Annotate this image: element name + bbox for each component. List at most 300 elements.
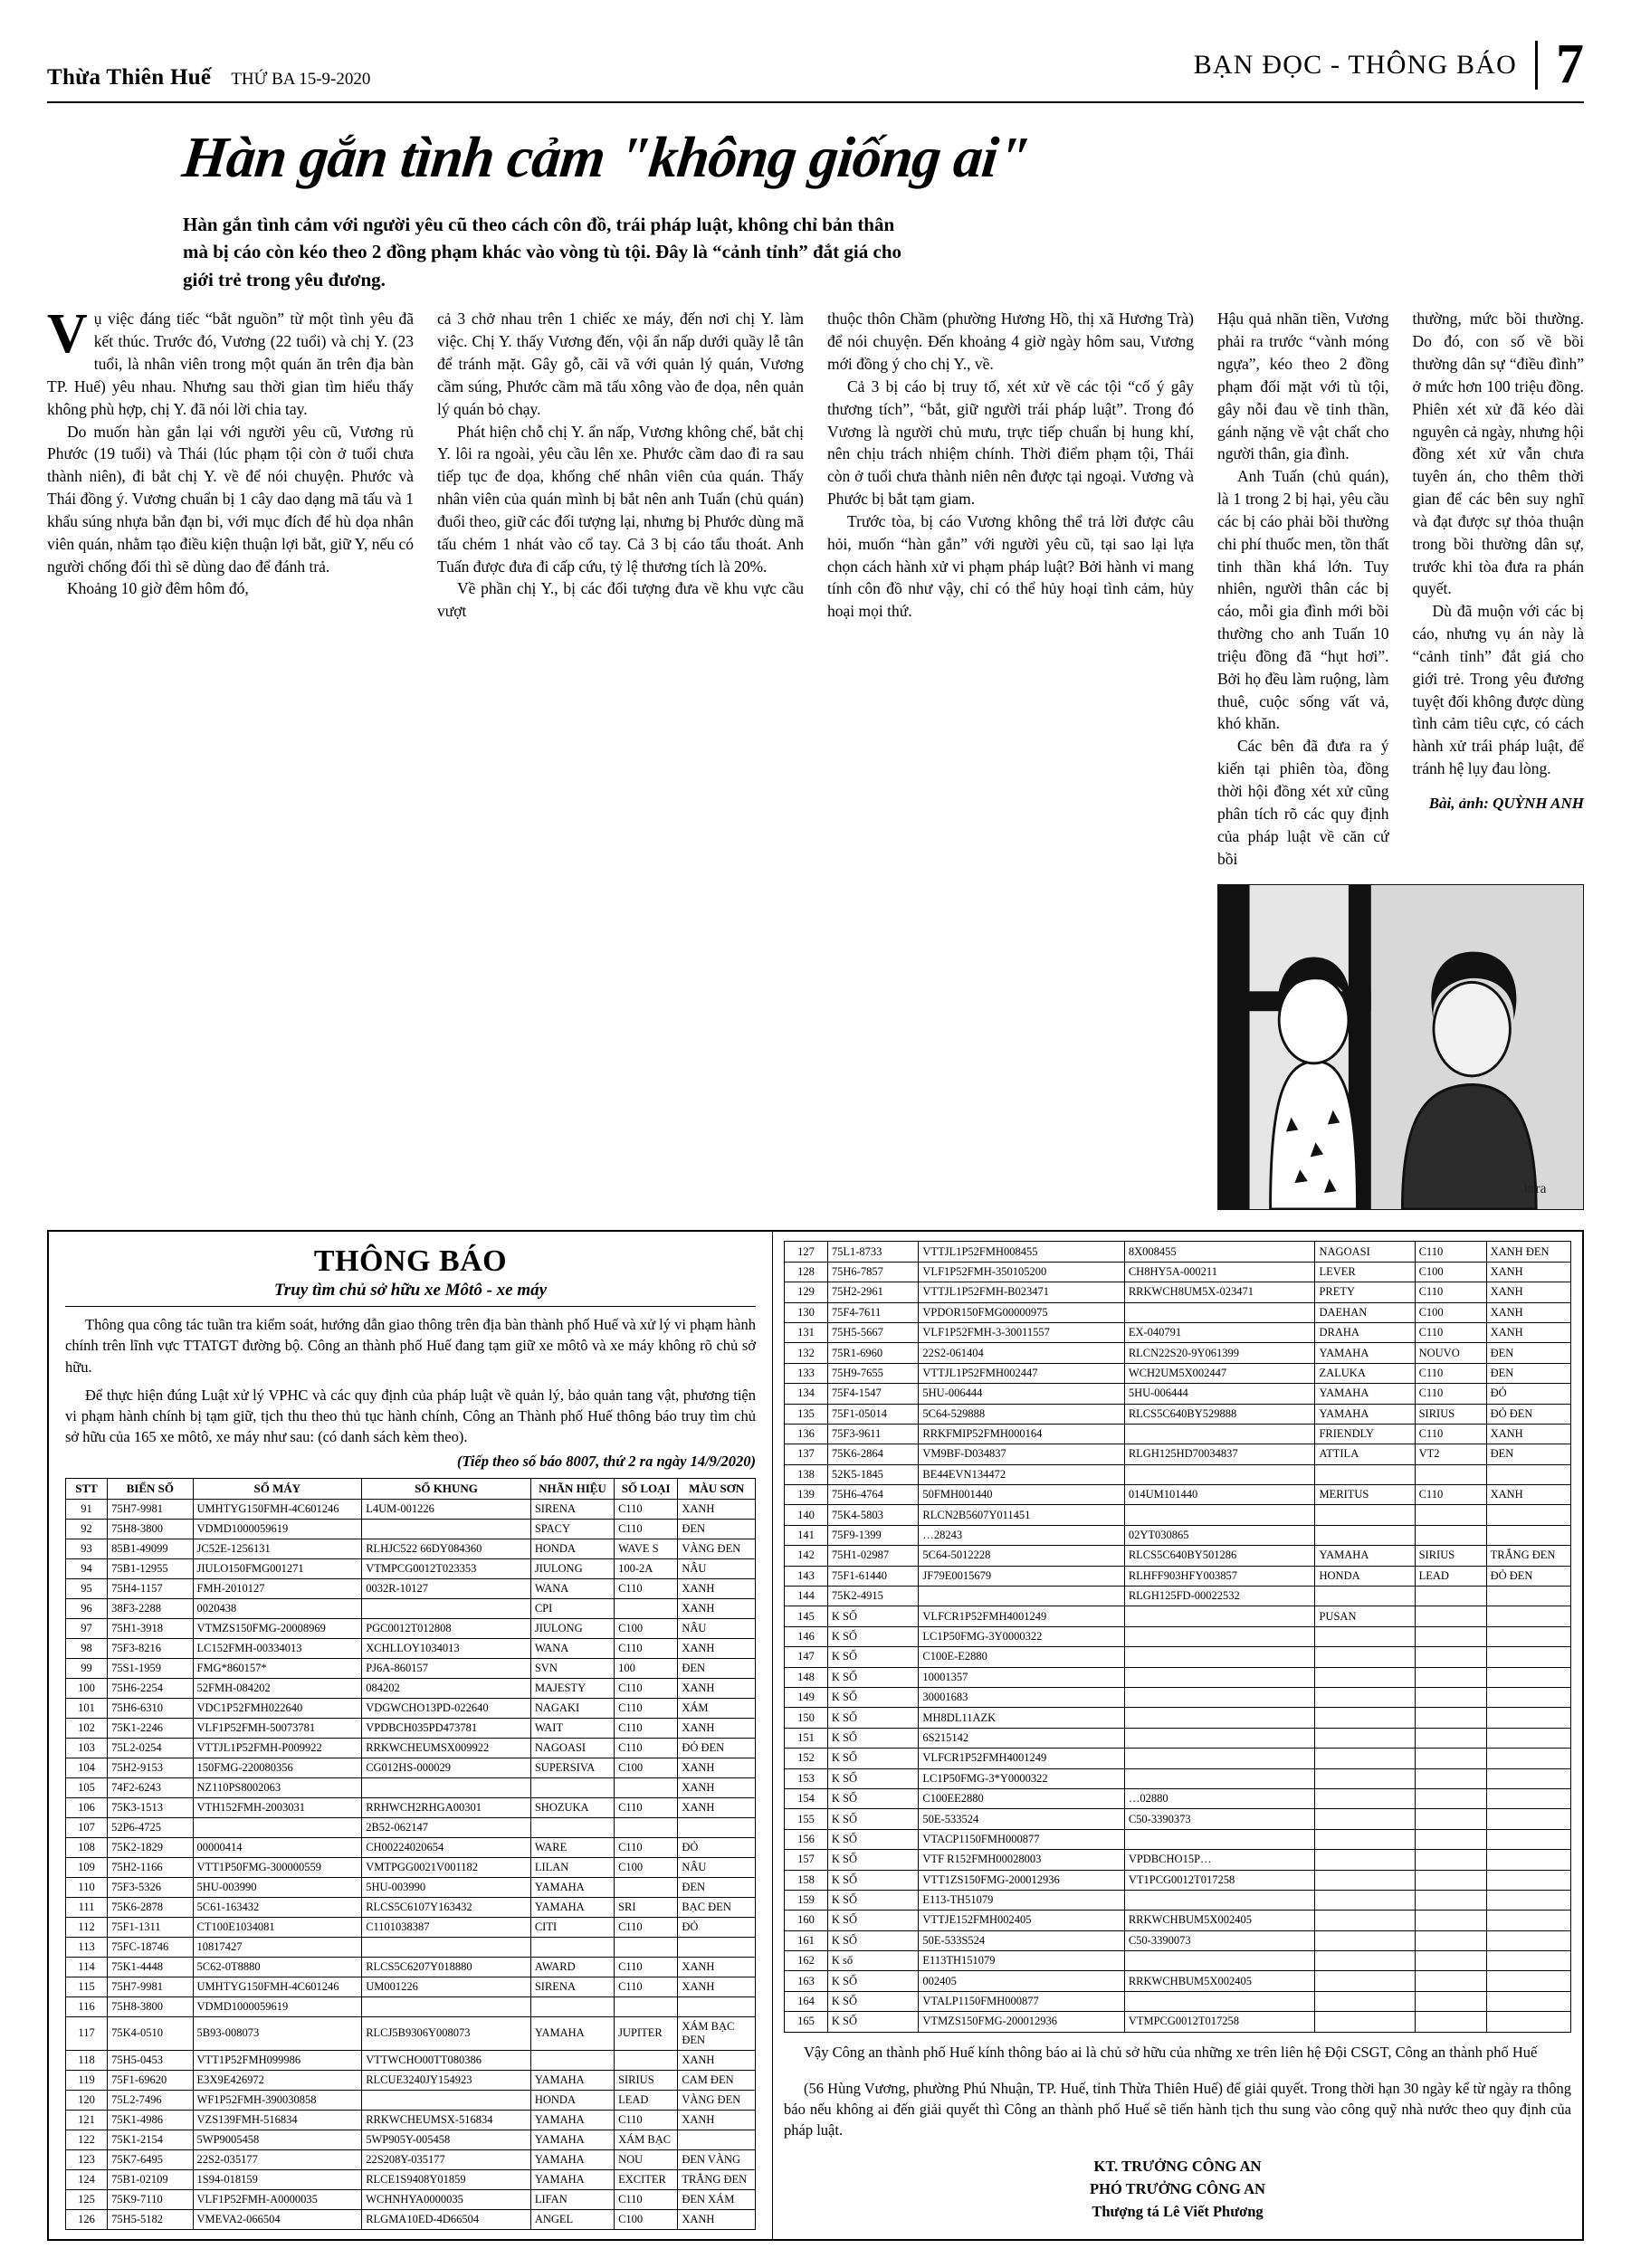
- table-cell: 38F3-2288: [108, 1598, 193, 1618]
- table-cell: 75H7-9981: [108, 1499, 193, 1519]
- table-row: [785, 1384, 1571, 1404]
- table-cell: [1124, 1606, 1315, 1626]
- table-cell: 75H6-6310: [108, 1698, 193, 1718]
- table-cell: ĐEN: [678, 1519, 756, 1539]
- table-cell: 120: [66, 2090, 108, 2110]
- table-cell: XANH ĐEN: [1486, 1242, 1570, 1262]
- table-cell: JIULO150FMG001271: [193, 1558, 362, 1578]
- table-cell: JIULONG: [530, 1558, 614, 1578]
- table-cell: C110: [615, 1837, 678, 1857]
- table-cell: [1415, 1911, 1486, 1930]
- table-row: [66, 2130, 756, 2149]
- table-cell: RLCJ5B9306Y008073: [362, 2016, 531, 2050]
- table-cell: XANH: [678, 1598, 756, 1618]
- table-row: [785, 1546, 1571, 1566]
- table-cell: K SỐ: [827, 2012, 919, 2032]
- table-cell: 75H8-3800: [108, 1519, 193, 1539]
- table-row: [785, 1951, 1571, 1971]
- table-row: [785, 1647, 1571, 1667]
- table-cell: K SỐ: [827, 1768, 919, 1788]
- table-cell: 114: [66, 1957, 108, 1977]
- table-cell: C110: [615, 1977, 678, 1996]
- table-row: [785, 1464, 1571, 1484]
- table-cell: RLCN2B5607Y011451: [919, 1505, 1124, 1525]
- table-cell: NZ110PS8002063: [193, 1777, 362, 1797]
- table-cell: RLCUE3240JY154923: [362, 2070, 531, 2090]
- notice-signature: [784, 2156, 1571, 2223]
- table-cell: 162: [785, 1951, 828, 1971]
- table-cell: [1415, 1708, 1486, 1728]
- table-cell: [1486, 1829, 1570, 1849]
- table-cell: 75H2-1166: [108, 1857, 193, 1877]
- table-cell: 135: [785, 1404, 828, 1424]
- masthead: [47, 33, 1584, 96]
- table-cell: SIRIUS: [1415, 1546, 1486, 1566]
- signature-line-3: Thượng tá Lê Viết Phương: [1092, 2202, 1264, 2220]
- table-cell: VDC1P52FMH022640: [193, 1698, 362, 1718]
- table-cell: CG012HS-000029: [362, 1758, 531, 1777]
- table-cell: [362, 1777, 531, 1797]
- table-cell: [1124, 1626, 1315, 1646]
- table-cell: 5WP9005458: [193, 2130, 362, 2149]
- table-cell: 148: [785, 1667, 828, 1687]
- table-row: [66, 1598, 756, 1618]
- table-cell: E3X9E426972: [193, 2070, 362, 2090]
- table-cell: VTMZS150FMG-200012936: [919, 2012, 1124, 2032]
- table-cell: 122: [66, 2130, 108, 2149]
- table-cell: 75H1-02987: [827, 1546, 919, 1566]
- table-cell: BE44EVN134472: [919, 1464, 1124, 1484]
- table-cell: VLFCR1P52FMH4001249: [919, 1749, 1124, 1768]
- table-row: [785, 1971, 1571, 1991]
- table-cell: [1486, 1667, 1570, 1687]
- paragraph: [47, 303, 414, 420]
- table-cell: 100: [66, 1678, 108, 1698]
- table-cell: [1486, 1768, 1570, 1788]
- table-cell: VTTJL1P52FMH-B023471: [919, 1282, 1124, 1302]
- table-cell: 151: [785, 1728, 828, 1748]
- table-cell: 117: [66, 2016, 108, 2050]
- table-cell: [615, 1598, 678, 1618]
- table-row: [66, 1499, 756, 1519]
- table-cell: C110: [1415, 1322, 1486, 1342]
- table-row: [785, 1424, 1571, 1444]
- table-cell: [1315, 1708, 1415, 1728]
- table-cell: [1315, 1749, 1415, 1768]
- table-row: [785, 1505, 1571, 1525]
- table-cell: WAVE S: [615, 1539, 678, 1558]
- table-row: [785, 1850, 1571, 1870]
- table-cell: NÂU: [678, 1558, 756, 1578]
- table-row: [66, 1957, 756, 1977]
- table-cell: ĐEN XÁM: [678, 2189, 756, 2209]
- table-cell: 50E-533524: [919, 1809, 1124, 1829]
- table-row: [785, 1788, 1571, 1808]
- table-cell: 75K3-1513: [108, 1797, 193, 1817]
- table-cell: 150FMG-220080356: [193, 1758, 362, 1777]
- table-cell: 142: [785, 1546, 828, 1566]
- table-cell: XANH: [678, 1578, 756, 1598]
- table-cell: ĐỎ: [678, 1917, 756, 1937]
- table-cell: ANGEL: [530, 2209, 614, 2229]
- article-column-4: [1217, 308, 1584, 1210]
- table-cell: EXCITER: [615, 2169, 678, 2189]
- table-cell: VZS139FMH-516834: [193, 2110, 362, 2130]
- table-cell: 75F1-05014: [827, 1404, 919, 1424]
- table-cell: 95: [66, 1578, 108, 1598]
- table-cell: [1124, 1302, 1315, 1322]
- table-cell: [1415, 1464, 1486, 1484]
- table-row: [66, 1857, 756, 1877]
- table-cell: K SỐ: [827, 1626, 919, 1646]
- table-cell: [919, 1587, 1124, 1606]
- table-cell: [1124, 1424, 1315, 1444]
- table-cell: 75L2-7496: [108, 2090, 193, 2110]
- article-column-4b: [1413, 308, 1585, 870]
- table-cell: 5C64-529888: [919, 1404, 1124, 1424]
- table-cell: [1486, 2012, 1570, 2032]
- table-cell: 1S94-018159: [193, 2169, 362, 2189]
- table-row: [66, 2189, 756, 2209]
- table-cell: 147: [785, 1647, 828, 1667]
- table-cell: NÂU: [678, 1618, 756, 1638]
- table-cell: [530, 2050, 614, 2070]
- table-cell: [362, 1598, 531, 1618]
- table-cell: 113: [66, 1937, 108, 1957]
- table-cell: YAMAHA: [530, 2169, 614, 2189]
- table-cell: PGC0012T012808: [362, 1618, 531, 1638]
- table-cell: VLF1P52FMH-A0000035: [193, 2189, 362, 2209]
- table-cell: 5HU-003990: [193, 1877, 362, 1897]
- table-row: [66, 1758, 756, 1777]
- table-cell: [1315, 1667, 1415, 1687]
- table-cell: C100E-E2880: [919, 1647, 1124, 1667]
- table-cell: [362, 1519, 531, 1539]
- table-cell: 75H4-1157: [108, 1578, 193, 1598]
- table-row: [785, 1363, 1571, 1383]
- table-cell: 52P6-4725: [108, 1817, 193, 1837]
- table-cell: [678, 1937, 756, 1957]
- table-cell: TRẮNG ĐEN: [1486, 1546, 1570, 1566]
- table-cell: [1415, 1667, 1486, 1687]
- table-cell: K SỐ: [827, 1728, 919, 1748]
- table-cell: C100: [1415, 1262, 1486, 1282]
- table-cell: 6S215142: [919, 1728, 1124, 1748]
- table-row: [785, 1302, 1571, 1322]
- table-cell: 155: [785, 1809, 828, 1829]
- table-cell: [1486, 1930, 1570, 1950]
- table-cell: 75K4-0510: [108, 2016, 193, 2050]
- table-cell: C110: [615, 1499, 678, 1519]
- table-cell: XANH: [1486, 1485, 1570, 1505]
- table-row: [785, 1667, 1571, 1687]
- table-cell: XANH: [1486, 1322, 1570, 1342]
- table-row: [66, 1578, 756, 1598]
- table-cell: 127: [785, 1242, 828, 1262]
- table-cell: [1486, 1971, 1570, 1991]
- table-cell: C100: [615, 1857, 678, 1877]
- table-cell: 141: [785, 1525, 828, 1545]
- table-cell: VT1PCG0012T017258: [1124, 1870, 1315, 1890]
- table-cell: VPDOR150FMG00000975: [919, 1302, 1124, 1322]
- table-cell: XANH: [678, 1977, 756, 1996]
- table-cell: [1315, 1768, 1415, 1788]
- table-cell: XANH: [678, 1777, 756, 1797]
- table-cell: 52K5-1845: [827, 1464, 919, 1484]
- table-cell: [1315, 1971, 1415, 1991]
- table-cell: [193, 1817, 362, 1837]
- table-cell: [1415, 1728, 1486, 1748]
- table-cell: C110: [615, 1698, 678, 1718]
- table-cell: 084202: [362, 1678, 531, 1698]
- masthead-rule: [47, 101, 1584, 103]
- table-cell: XANH: [678, 1499, 756, 1519]
- table-cell: 107: [66, 1817, 108, 1837]
- vehicle-table-right: [784, 1241, 1571, 2032]
- table-cell: K SỐ: [827, 1911, 919, 1930]
- table-cell: 5HU-006444: [1124, 1384, 1315, 1404]
- table-cell: 100-2A: [615, 1558, 678, 1578]
- table-cell: [1486, 1991, 1570, 2011]
- table-cell: K SỐ: [827, 1971, 919, 1991]
- notice-right-pane: [773, 1232, 1582, 2239]
- table-cell: ĐEN: [1486, 1363, 1570, 1383]
- table-cell: 165: [785, 2012, 828, 2032]
- col-mau-son: MÀU SƠN: [678, 1478, 756, 1499]
- table-cell: C110: [615, 2189, 678, 2209]
- table-cell: TRẮNG ĐEN: [678, 2169, 756, 2189]
- table-cell: C50-3390373: [1124, 1809, 1315, 1829]
- vehicle-table-left: [65, 1478, 756, 2230]
- page-number: 7: [1556, 33, 1584, 95]
- table-cell: 137: [785, 1444, 828, 1464]
- paragraph: Khoảng 10 giờ đêm hôm đó,: [67, 579, 249, 598]
- table-cell: [1486, 1606, 1570, 1626]
- table-cell: [1486, 1626, 1570, 1646]
- table-row: [66, 2169, 756, 2189]
- paragraph: Về phần chị Y., bị các đối tượng đưa về khu vực cầu vượt: [437, 579, 804, 621]
- table-cell: [1415, 1606, 1486, 1626]
- table-row: [66, 1698, 756, 1718]
- table-cell: 75K1-2154: [108, 2130, 193, 2149]
- table-cell: VM9BF-D034837: [919, 1444, 1124, 1464]
- table-cell: C110: [615, 1678, 678, 1698]
- table-cell: VTT1P50FMG-300000559: [193, 1857, 362, 1877]
- table-cell: VPDBCH035PD473781: [362, 1718, 531, 1738]
- table-cell: 75B1-02109: [108, 2169, 193, 2189]
- table-cell: BẠC ĐEN: [678, 1897, 756, 1917]
- table-row: [66, 1937, 756, 1957]
- table-cell: 002405: [919, 1971, 1124, 1991]
- table-cell: ĐỎ ĐEN: [678, 1738, 756, 1758]
- table-cell: [1486, 1525, 1570, 1545]
- col-so-loai: SỐ LOẠI: [615, 1478, 678, 1499]
- table-cell: [1415, 1850, 1486, 1870]
- table-cell: 75F3-9611: [827, 1424, 919, 1444]
- table-cell: 75K4-5803: [827, 1505, 919, 1525]
- table-cell: [530, 1937, 614, 1957]
- table-cell: 75R1-6960: [827, 1343, 919, 1363]
- table-cell: XANH: [678, 1957, 756, 1977]
- paragraph: Do muốn hàn gắn lại với người yêu cũ, Vương rủ Phước (19 tuổi) và Thái (lúc phạm tội còn ở tuổi chưa thành niên), đi bắt chị Y. về để nói chuyện. Phước và Thái đồng ý. Vương chuẩn bị 1 cây dao dạng mã tấu và 1 khẩu súng nhựa bắn đạn bi, với mục đích để hù dọa nhân viên quán, nhằm tạo điều kiện thuận lợi bắt, giữ Y, nếu có người chống đối thì sẽ dùng dao để đánh trả.: [47, 422, 414, 576]
- table-cell: 75L2-0254: [108, 1738, 193, 1758]
- table-cell: [1486, 1587, 1570, 1606]
- table-cell: NAGOASI: [1315, 1242, 1415, 1262]
- table-cell: LEAD: [615, 2090, 678, 2110]
- table-cell: [1315, 1587, 1415, 1606]
- table-cell: 133: [785, 1363, 828, 1383]
- table-cell: XÁM BẠC ĐEN: [678, 2016, 756, 2050]
- paragraph: Cả 3 bị cáo bị truy tố, xét xử về các tội “cố ý gây thương tích”, “bắt, giữ người trái pháp luật”. Trong đó Vương là người chủ mưu, trực tiếp chuẩn bị hung khí, nên chịu trách nhiệm chính. Thời điểm phạm tội, Thái còn ở tuổi chưa thành niên nên được tại ngoại. Vương và Phước bị bắt tạm giam.: [827, 376, 1194, 509]
- col-so-may: SỐ MÁY: [193, 1478, 362, 1499]
- table-cell: [1315, 1870, 1415, 1890]
- notice-paragraph: Để thực hiện đúng Luật xử lý VPHC và các quy định của pháp luật về quản lý, bảo quản tang vật, phương tiện vi phạm hành chính bị tạm giữ, tịch thu theo thủ tục hành chính, Công an Thành phố Huế thông báo truy tìm chủ sở hữu của 165 xe môtô, xe máy như sau: (có danh sách kèm theo).: [65, 1386, 756, 1445]
- table-cell: RLCE1S9408Y01859: [362, 2169, 531, 2189]
- table-row: [66, 1917, 756, 1937]
- table-cell: RLCN22S20-9Y061399: [1124, 1343, 1315, 1363]
- table-cell: K SỐ: [827, 1788, 919, 1808]
- table-cell: 91: [66, 1499, 108, 1519]
- table-cell: [1415, 1587, 1486, 1606]
- table-cell: 75F1-61440: [827, 1566, 919, 1586]
- table-cell: …28243: [919, 1525, 1124, 1545]
- table-cell: [362, 2090, 531, 2110]
- table-cell: PRETY: [1315, 1282, 1415, 1302]
- table-cell: 92: [66, 1519, 108, 1539]
- table-cell: 75K2-4915: [827, 1587, 919, 1606]
- article-column-4a: [1217, 308, 1389, 870]
- table-cell: [1315, 2012, 1415, 2032]
- table-row: [66, 2070, 756, 2090]
- table-cell: VT2: [1415, 1444, 1486, 1464]
- table-cell: WAIT: [530, 1718, 614, 1738]
- table-cell: 75H6-2254: [108, 1678, 193, 1698]
- table-cell: 85B1-49099: [108, 1539, 193, 1558]
- table-row: [66, 2016, 756, 2050]
- table-cell: [1315, 1911, 1415, 1930]
- table-cell: 145: [785, 1606, 828, 1626]
- table-cell: NAGOASI: [530, 1738, 614, 1758]
- table-cell: LILAN: [530, 1857, 614, 1877]
- table-cell: 75F9-1399: [827, 1525, 919, 1545]
- table-row: [66, 1638, 756, 1658]
- table-cell: RLGH125FD-00022532: [1124, 1587, 1315, 1606]
- table-cell: 75H6-7857: [827, 1262, 919, 1282]
- table-cell: HONDA: [530, 1539, 614, 1558]
- table-cell: [1124, 1687, 1315, 1707]
- table-cell: RLHFF903HFY003857: [1124, 1566, 1315, 1586]
- table-cell: [1315, 1809, 1415, 1829]
- table-cell: [1415, 1647, 1486, 1667]
- table-cell: HONDA: [1315, 1566, 1415, 1586]
- table-cell: 75H5-5182: [108, 2209, 193, 2229]
- table-cell: WF1P52FMH-390030858: [193, 2090, 362, 2110]
- table-row: [66, 1738, 756, 1758]
- article-illustration: [1217, 884, 1584, 1210]
- table-row: [785, 1930, 1571, 1950]
- notice-left-pane: [49, 1232, 773, 2239]
- table-cell: [1415, 1505, 1486, 1525]
- table-cell: RLCS5C6107Y163432: [362, 1897, 531, 1917]
- paragraph: thường, mức bồi thường. Do đó, con số về bồi thường dân sự “điều đình” ở mức hơn 100 triệu đồng. Phiên xét xử đã kéo dài nguyên cả ngày, nhưng hội đồng xét xử vẫn chưa tuyên án, cho thêm thời gian để các bên suy nghĩ và đạt được sự thỏa thuận trong bồi thường dân sự, trước khi tòa đưa ra phán quyết.: [1412, 310, 1584, 598]
- table-cell: RRKWCHBUM5X002405: [1124, 1971, 1315, 1991]
- table-cell: VMEVA2-066504: [193, 2209, 362, 2229]
- table-cell: [615, 1877, 678, 1897]
- table-cell: VLF1P52FMH-350105200: [919, 1262, 1124, 1282]
- table-cell: K SỐ: [827, 1850, 919, 1870]
- table-cell: VTMPCG0012T017258: [1124, 2012, 1315, 2032]
- table-cell: CPI: [530, 1598, 614, 1618]
- table-cell: [1486, 1708, 1570, 1728]
- table-cell: JC52E-1256131: [193, 1539, 362, 1558]
- table-cell: [1415, 1768, 1486, 1788]
- table-cell: K SỐ: [827, 1930, 919, 1950]
- table-cell: JUPITER: [615, 2016, 678, 2050]
- table-cell: [1486, 1951, 1570, 1971]
- paragraph-text: ụ việc đáng tiếc “bắt nguồn” từ một tình yêu đã kết thúc. Trước đó, Vương (22 tuổi) và chị Y. (23 tuổi, là nhân viên trong một quán ăn trên địa bàn TP. Huế) yêu nhau. Nhưng sau thời gian tìm hiểu thấy không phù hợp, chị Y. đã nói lời chia tay.: [47, 310, 414, 418]
- table-cell: XANH: [678, 2050, 756, 2070]
- table-cell: EX-040791: [1124, 1322, 1315, 1342]
- table-cell: 75L1-8733: [827, 1242, 919, 1262]
- table-row: [66, 1678, 756, 1698]
- table-cell: 109: [66, 1857, 108, 1877]
- table-row: [785, 1768, 1571, 1788]
- table-cell: 75K7-6495: [108, 2149, 193, 2169]
- table-cell: 159: [785, 1890, 828, 1910]
- table-row: [66, 1817, 756, 1837]
- table-cell: ĐỎ: [1486, 1384, 1570, 1404]
- table-cell: 98: [66, 1638, 108, 1658]
- table-cell: LEAD: [1415, 1566, 1486, 1586]
- table-cell: VTT1ZS150FMG-200012936: [919, 1870, 1124, 1890]
- table-cell: [615, 1937, 678, 1957]
- table-cell: 50E-533S524: [919, 1930, 1124, 1950]
- masthead-left: [47, 65, 370, 91]
- table-cell: PJ6A-860157: [362, 1658, 531, 1678]
- notice-footer-paragraph: (56 Hùng Vương, phường Phú Nhuận, TP. Huế, tỉnh Thừa Thiên Huế) để giải quyết. Trong thời hạn 30 ngày kể từ ngày ra thông báo nếu không ai đến giải quyết thì Công an thành phố Huế sẽ tiến hành tịch thu sung vào công quỹ nhà nước theo quy định của pháp luật.: [784, 2079, 1571, 2139]
- table-cell: XANH: [1486, 1282, 1570, 1302]
- table-cell: 116: [66, 1996, 108, 2016]
- table-cell: NÂU: [678, 1857, 756, 1877]
- table-row: [66, 1797, 756, 1817]
- paragraph: Dù đã muộn với các bị cáo, nhưng vụ án này là “cảnh tỉnh” đắt giá cho giới trẻ. Trong yêu đương tuyệt đối không được dùng tình cảm tiêu cực, có cách hành xử trái pháp luật, để tránh hệ lụy đau lòng.: [1412, 602, 1584, 778]
- table-cell: VLFCR1P52FMH4001249: [919, 1606, 1124, 1626]
- table-cell: [1315, 1728, 1415, 1748]
- notice-title: THÔNG BÁO: [313, 1244, 508, 1279]
- table-cell: [1124, 1505, 1315, 1525]
- table-cell: [615, 2050, 678, 2070]
- paragraph: Trước tòa, bị cáo Vương không thể trả lời được câu hỏi, muốn “hàn gắn” với người yêu cũ, tại sao lại lựa chọn cách hành xử vi phạm pháp luật? Bởi hành vi mang tính côn đồ như vậy, chỉ có thể hủy hoại tình cảm, hủy hoại mọi thứ.: [827, 511, 1194, 621]
- table-cell: NOUVO: [1415, 1343, 1486, 1363]
- table-cell: XCHLLOY1034013: [362, 1638, 531, 1658]
- table-cell: 75K1-2246: [108, 1718, 193, 1738]
- table-cell: VMTPGG0021V001182: [362, 1857, 531, 1877]
- table-cell: [1315, 1930, 1415, 1950]
- table-cell: [1315, 1505, 1415, 1525]
- table-cell: [1415, 1930, 1486, 1950]
- table-cell: 5WP905Y-005458: [362, 2130, 531, 2149]
- table-header-row: [66, 1478, 756, 1499]
- table-cell: MAJESTY: [530, 1678, 614, 1698]
- table-cell: WCH2UM5X002447: [1124, 1363, 1315, 1383]
- table-cell: YAMAHA: [530, 2110, 614, 2130]
- col-nhan-hieu: NHÃN HIỆU: [530, 1478, 614, 1499]
- table-cell: FRIENDLY: [1315, 1424, 1415, 1444]
- table-cell: WANA: [530, 1638, 614, 1658]
- table-cell: 140: [785, 1505, 828, 1525]
- table-cell: NOU: [615, 2149, 678, 2169]
- table-cell: [1315, 1951, 1415, 1971]
